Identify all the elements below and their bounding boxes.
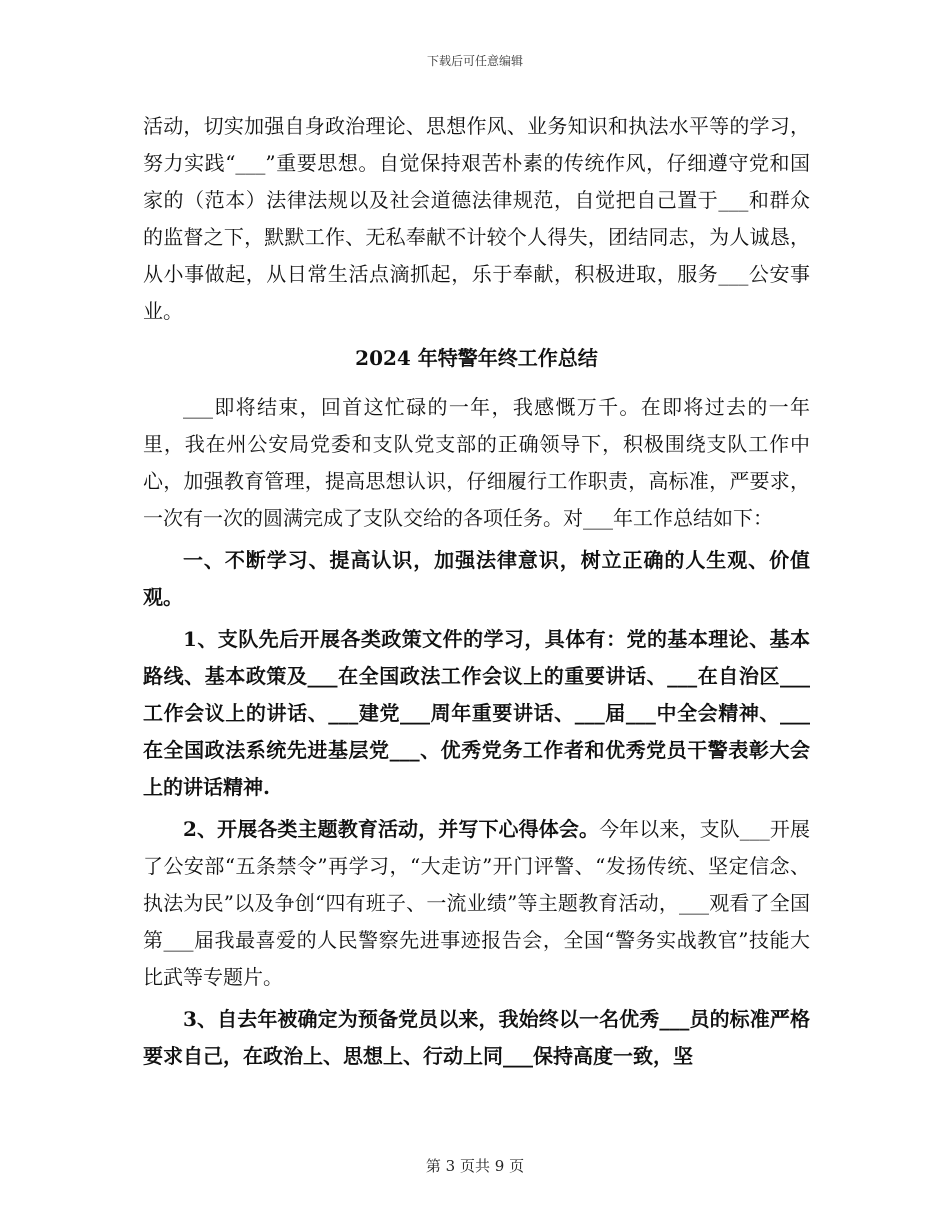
item-2-lead: 2、开展各类主题教育活动，并写下心得体会。: [183, 817, 600, 841]
page-header: 下载后可任意编辑: [426, 54, 523, 68]
item-1-paragraph: 1、支队先后开展各类政策文件的学习，具体有：党的基本理论、基本路线、基本政策及___在全国政法工作会议上的重要讲话、___在自治区___工作会议上的讲话、___建党___周年重要讲话、___届___中全会精神、___在全国政法系统先进基层党___、优秀党务工作者和优秀党员干警表彰大会上的讲话精神.: [143, 627, 810, 799]
document-body: [143, 108, 810, 1075]
page-footer: 第 3 页共 9 页: [425, 1157, 525, 1175]
section-heading: 一、不断学习、提高认识，加强法律意识，树立正确的人生观、价值观。: [143, 548, 810, 609]
opening-paragraph: ___即将结束，回首这忙碌的一年，我感慨万千。在即将过去的一年里，我在州公安局党委和支队党支部的正确领导下，积极围绕支队工作中心，加强教育管理，提高思想认识，仔细履行工作职责，高标准，严要求，一次有一次的圆满完成了支队交给的各项任务。对___年工作总结如下：: [143, 395, 810, 530]
intro-paragraph: 活动，切实加强自身政治理论、思想作风、业务知识和执法水平等的学习，努力实践“___”重要思想。自觉保持艰苦朴素的传统作风，仔细遵守党和国家的（范本）法律法规以及社会道德法律规范，自觉把自己置于___和群众的监督之下，默默工作、无私奉献不计较个人得失，团结同志，为人诚恳，从小事做起，从日常生活点滴抓起，乐于奉献，积极进取，服务___公安事业。: [143, 114, 810, 323]
document-title: 2024 年特警年终工作总结: [355, 346, 598, 370]
item-2-paragraph: [143, 811, 810, 996]
item-3-paragraph: 3、自去年被确定为预备党员以来，我始终以一名优秀___员的标准严格要求自己，在政治上、思想上、行动上同___保持高度一致，坚: [143, 1007, 810, 1068]
item-2-body: 今年以来，支队___开展了公安部“五条禁令”再学习，“大走访”开门评警、“发扬传统、坚定信念、执法为民”以及争创“四有班子、一流业绩”等主题教育活动，___观看了全国第___届我最喜爱的人民警察先进事迹报告会，全国“警务实战教官”技能大比武等专题片。: [143, 817, 811, 989]
